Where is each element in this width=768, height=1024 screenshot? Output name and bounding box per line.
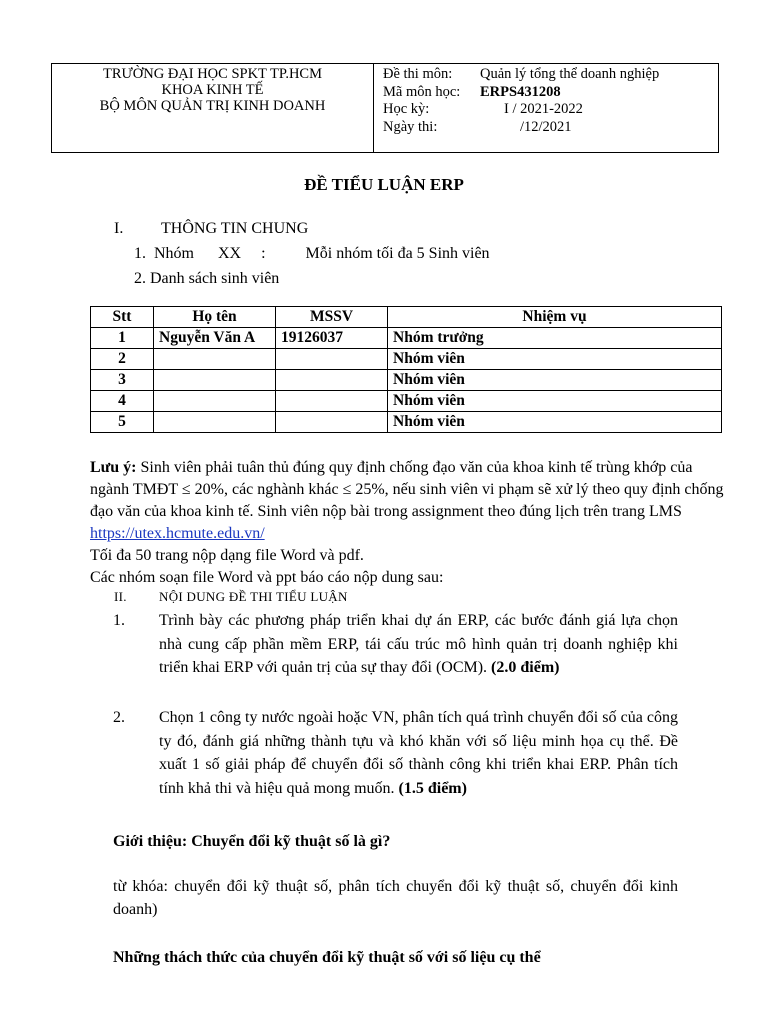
cell-stt: 3 [91,370,154,391]
cell-student-id [276,391,388,412]
table-row [91,370,722,391]
exam-subject-row [383,66,718,84]
header-name: Họ tên [154,307,276,328]
semester-label: Học kỳ: [383,101,430,117]
section-1-number: I. [114,220,124,237]
question-1 [113,609,678,680]
question-2 [113,706,678,800]
exam-date-value: /12/2021 [520,118,572,135]
intro-heading: Giới thiệu: Chuyển đổi kỹ thuật số là gì? [113,833,391,850]
exam-info [374,64,718,152]
table-row [91,391,722,412]
exam-header-box [51,63,719,153]
cell-student-id [276,349,388,370]
cell-name [154,412,276,433]
course-code-label: Mã môn học: [383,83,461,100]
section-2-title: NỘI DUNG ĐỀ THI TIỂU LUẬN [159,589,348,604]
challenges-heading: Những thách thức của chuyển đổi kỹ thuật số với số liệu cụ thể [113,949,541,966]
student-table [90,306,722,433]
cell-name [154,349,276,370]
lms-link[interactable]: https://utex.hcmute.edu.vn/ [90,525,265,542]
university-info [52,64,374,152]
header-student-id: MSSV [276,307,388,328]
cell-student-id [276,412,388,433]
group-info-item: 1. Nhóm XX : Mỗi nhóm tối đa 5 Sinh viên [134,245,490,262]
keywords-text: từ khóa: chuyển đổi kỹ thuật số, phân tích chuyển đổi kỹ thuật số, chuyển đổi kinh doanh) [113,878,678,918]
cell-task: Nhóm viên [388,349,722,370]
student-list-item: 2. Danh sách sinh viên [134,270,280,287]
cell-stt: 5 [91,412,154,433]
table-row [91,328,722,349]
cell-stt: 2 [91,349,154,370]
cell-name [154,370,276,391]
cell-task: Nhóm trưởng [388,328,722,349]
cell-name: Nguyễn Văn A [154,328,276,349]
table-row [91,412,722,433]
cell-task: Nhóm viên [388,412,722,433]
cell-task: Nhóm viên [388,391,722,412]
university-name: TRƯỜNG ĐẠI HỌC SPKT TP.HCM [103,66,322,82]
cell-task: Nhóm viên [388,370,722,391]
table-row [91,349,722,370]
note-submission: Các nhóm soạn file Word và ppt báo cáo nộp dung sau: [90,569,444,586]
note-paragraph [90,457,730,589]
header-task: Nhiệm vụ [388,307,722,328]
question-text: Trình bày các phương pháp triển khai dự án ERP, các bước đánh giá lựa chọn nhà cung cấp phần mềm ERP, tái cấu trúc mô hình quản trị doanh nghiệp khi triển khai ERP với quản trị của sự thay đổi (OCM). [159,612,678,676]
document-title: ĐỀ TIỂU LUẬN ERP [304,175,464,194]
note-page-limit: Tối đa 50 trang nộp dạng file Word và pdf. [90,547,364,564]
exam-subject-value: Quản lý tổng thể doanh nghiệp [480,66,660,82]
question-points: (2.0 điểm) [491,659,560,676]
cell-student-id: 19126037 [276,328,388,349]
section-2-number: II. [114,589,127,604]
course-code-value: ERPS431208 [480,83,561,100]
semester-value: I / 2021-2022 [504,101,583,117]
question-text: Chọn 1 công ty nước ngoài hoặc VN, phân tích quá trình chuyển đổi số của công ty đó, đánh giá những thành tựu và khó khăn với số liệu minh họa cụ thể. Đề xuất 1 số giải pháp để chuyển đổi số thành công khi triển khai ERP. Phân tích tính khả thi và hiệu quả mong muốn. [159,709,678,797]
question-number: 2. [113,709,125,726]
faculty-name: KHOA KINH TẾ [161,82,264,98]
header-stt: Stt [91,307,154,328]
cell-stt: 4 [91,391,154,412]
cell-student-id [276,370,388,391]
question-points: (1.5 điểm) [398,779,467,797]
exam-date-label: Ngày thi: [383,118,438,135]
question-number: 1. [113,612,125,629]
section-1-heading [114,220,308,238]
exam-subject-label: Đề thi môn: [383,66,453,82]
cell-name [154,391,276,412]
table-header-row [91,307,722,328]
note-label: Lưu ý: [90,459,137,476]
semester-row [383,101,718,119]
section-1-title: THÔNG TIN CHUNG [161,220,309,237]
cell-stt: 1 [91,328,154,349]
course-code-row [383,84,718,102]
exam-date-row [383,119,718,137]
section-2-heading [114,589,348,605]
department-name: BỘ MÔN QUẢN TRỊ KINH DOANH [99,98,326,114]
note-text: Sinh viên phải tuân thủ đúng quy định chống đạo văn của khoa kinh tế trùng khớp của ngành TMĐT ≤ 20%, các nghành khác ≤ 25%, nếu sinh viên vi phạm sẽ xử lý theo quy định chống đạo văn của khoa kinh tế. Sinh viên nộp bài trong assignment theo đúng lịch trên trang LMS [90,459,724,520]
